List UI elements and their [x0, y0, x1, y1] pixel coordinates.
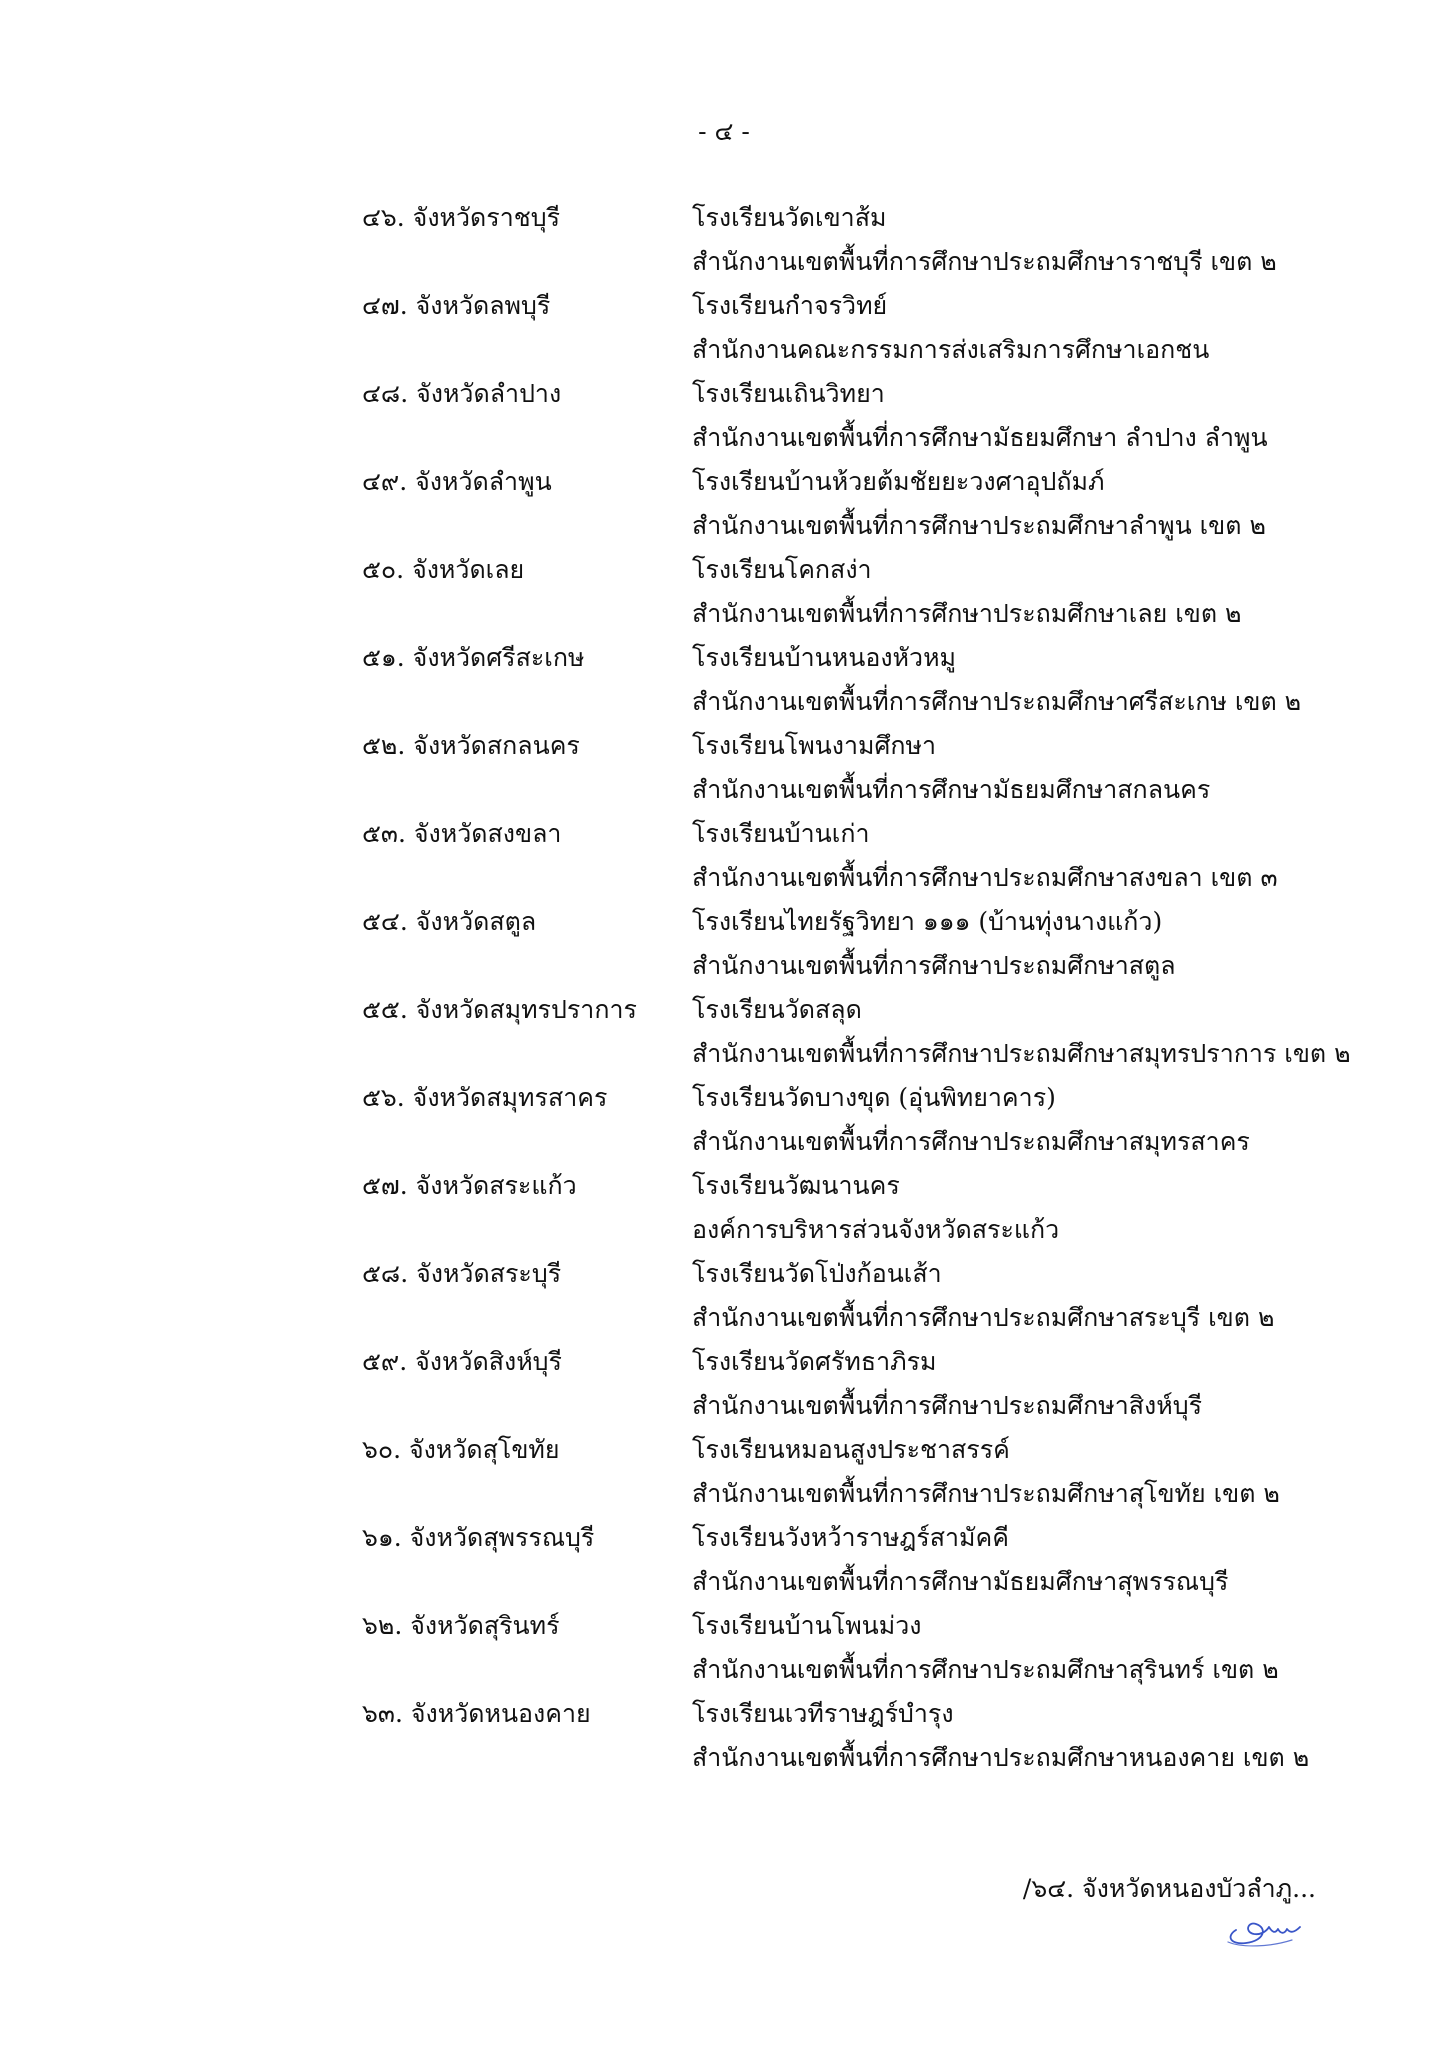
entry-details	[692, 1692, 1362, 1780]
entry-details	[692, 636, 1362, 724]
entry-list	[362, 196, 1362, 1780]
province-entry	[362, 372, 1362, 460]
entry-details	[692, 284, 1362, 372]
education-office: สำนักงานเขตพื้นที่การศึกษาประถมศึกษาสมุทรปราการ เขต ๒	[692, 1039, 1351, 1068]
province-name: ๖๒. จังหวัดสุรินทร์	[362, 1611, 560, 1640]
province-name: ๖๑. จังหวัดสุพรรณบุรี	[362, 1523, 595, 1552]
signature-mark	[1222, 1912, 1304, 1948]
school-name: โรงเรียนวังหว้าราษฎร์สามัคคี	[692, 1523, 1009, 1552]
school-name: โรงเรียนเถินวิทยา	[692, 379, 885, 408]
education-office: สำนักงานเขตพื้นที่การศึกษาประถมศึกษาลำพูน เขต ๒	[692, 511, 1266, 540]
province-entry	[362, 196, 1362, 284]
province-entry	[362, 988, 1362, 1076]
education-office: องค์การบริหารส่วนจังหวัดสระแก้ว	[692, 1215, 1060, 1244]
province-name: ๔๖. จังหวัดราชบุรี	[362, 203, 561, 232]
page-number: - ๔ -	[698, 117, 750, 146]
province-entry	[362, 460, 1362, 548]
province-name: ๖๐. จังหวัดสุโขทัย	[362, 1435, 560, 1464]
education-office: สำนักงานเขตพื้นที่การศึกษาประถมศึกษาราชบุรี เขต ๒	[692, 247, 1277, 276]
school-name: โรงเรียนวัฒนานคร	[692, 1171, 900, 1200]
province-name: ๔๗. จังหวัดลพบุรี	[362, 291, 551, 320]
school-name: โรงเรียนบ้านห้วยต้มชัยยะวงศาอุปถัมภ์	[692, 467, 1105, 496]
province-name: ๕๔. จังหวัดสตูล	[362, 907, 537, 936]
province-entry	[362, 812, 1362, 900]
school-name: โรงเรียนวัดบางขุด (อุ่นพิทยาคาร)	[692, 1083, 1056, 1112]
province-name: ๕๐. จังหวัดเลย	[362, 555, 525, 584]
school-name: โรงเรียนบ้านโพนม่วง	[692, 1611, 922, 1640]
province-entry	[362, 1340, 1362, 1428]
province-entry	[362, 1164, 1362, 1252]
school-name: โรงเรียนโคกสง่า	[692, 555, 872, 584]
province-name: ๕๖. จังหวัดสมุทรสาคร	[362, 1083, 608, 1112]
school-name: โรงเรียนโพนงามศึกษา	[692, 731, 937, 760]
province-entry	[362, 1516, 1362, 1604]
entry-details	[692, 196, 1362, 284]
education-office: สำนักงานเขตพื้นที่การศึกษาประถมศึกษาหนองคาย เขต ๒	[692, 1743, 1310, 1772]
province-name: ๕๓. จังหวัดสงขลา	[362, 819, 562, 848]
province-name: ๕๒. จังหวัดสกลนคร	[362, 731, 580, 760]
province-entry	[362, 1604, 1362, 1692]
entry-details	[692, 900, 1362, 988]
education-office: สำนักงานเขตพื้นที่การศึกษาประถมศึกษาศรีสะเกษ เขต ๒	[692, 687, 1302, 716]
entry-details	[692, 1340, 1362, 1428]
education-office: สำนักงานเขตพื้นที่การศึกษาประถมศึกษาสมุทรสาคร	[692, 1127, 1250, 1156]
education-office: สำนักงานคณะกรรมการส่งเสริมการศึกษาเอกชน	[692, 335, 1210, 364]
education-office: สำนักงานเขตพื้นที่การศึกษามัธยมศึกษาสุพรรณบุรี	[692, 1567, 1229, 1596]
school-name: โรงเรียนกำจรวิทย์	[692, 291, 888, 320]
entry-details	[692, 372, 1362, 460]
education-office: สำนักงานเขตพื้นที่การศึกษาประถมศึกษาสุโขทัย เขต ๒	[692, 1479, 1280, 1508]
entry-details	[692, 548, 1362, 636]
province-name: ๔๙. จังหวัดลำพูน	[362, 467, 552, 496]
province-entry	[362, 724, 1362, 812]
entry-details	[692, 1076, 1362, 1164]
education-office: สำนักงานเขตพื้นที่การศึกษามัธยมศึกษาสกลนคร	[692, 775, 1211, 804]
education-office: สำนักงานเขตพื้นที่การศึกษาประถมศึกษาสตูล	[692, 951, 1176, 980]
school-name: โรงเรียนหมอนสูงประชาสรรค์	[692, 1435, 1010, 1464]
education-office: สำนักงานเขตพื้นที่การศึกษาประถมศึกษาสงขลา เขต ๓	[692, 863, 1278, 892]
education-office: สำนักงานเขตพื้นที่การศึกษาประถมศึกษาสิงห์บุรี	[692, 1391, 1203, 1420]
entry-details	[692, 1516, 1362, 1604]
education-office: สำนักงานเขตพื้นที่การศึกษามัธยมศึกษา ลำปาง ลำพูน	[692, 423, 1268, 452]
province-entry	[362, 1428, 1362, 1516]
province-entry	[362, 1252, 1362, 1340]
province-name: ๕๙. จังหวัดสิงห์บุรี	[362, 1347, 562, 1376]
province-name: ๕๑. จังหวัดศรีสะเกษ	[362, 643, 585, 672]
province-name: ๕๕. จังหวัดสมุทรปราการ	[362, 995, 637, 1024]
province-name: ๕๘. จังหวัดสระบุรี	[362, 1259, 562, 1288]
entry-details	[692, 1604, 1362, 1692]
entry-details	[692, 1428, 1362, 1516]
school-name: โรงเรียนไทยรัฐวิทยา ๑๑๑ (บ้านทุ่งนางแก้ว)	[692, 907, 1163, 936]
school-name: โรงเรียนวัดศรัทธาภิรม	[692, 1347, 937, 1376]
province-name: ๕๗. จังหวัดสระแก้ว	[362, 1171, 577, 1200]
education-office: สำนักงานเขตพื้นที่การศึกษาประถมศึกษาเลย เขต ๒	[692, 599, 1242, 628]
school-name: โรงเรียนวัดสลุด	[692, 995, 862, 1024]
entry-details	[692, 460, 1362, 548]
next-page-reference: /๖๔. จังหวัดหนองบัวลำภู...	[1022, 1874, 1316, 1903]
entry-details	[692, 812, 1362, 900]
school-name: โรงเรียนบ้านหนองหัวหมู	[692, 643, 957, 672]
province-entry	[362, 1076, 1362, 1164]
school-name: โรงเรียนวัดโป่งก้อนเส้า	[692, 1259, 942, 1288]
province-name: ๖๓. จังหวัดหนองคาย	[362, 1699, 591, 1728]
entry-details	[692, 1252, 1362, 1340]
province-name: ๔๘. จังหวัดลำปาง	[362, 379, 562, 408]
school-name: โรงเรียนบ้านเก่า	[692, 819, 870, 848]
education-office: สำนักงานเขตพื้นที่การศึกษาประถมศึกษาสระบุรี เขต ๒	[692, 1303, 1275, 1332]
province-entry	[362, 1692, 1362, 1780]
school-name: โรงเรียนวัดเขาส้ม	[692, 203, 887, 232]
entry-details	[692, 988, 1362, 1076]
province-entry	[362, 900, 1362, 988]
education-office: สำนักงานเขตพื้นที่การศึกษาประถมศึกษาสุรินทร์ เขต ๒	[692, 1655, 1279, 1684]
entry-details	[692, 724, 1362, 812]
province-entry	[362, 636, 1362, 724]
school-name: โรงเรียนเวทีราษฎร์บำรุง	[692, 1699, 954, 1728]
province-entry	[362, 548, 1362, 636]
province-entry	[362, 284, 1362, 372]
entry-details	[692, 1164, 1362, 1252]
